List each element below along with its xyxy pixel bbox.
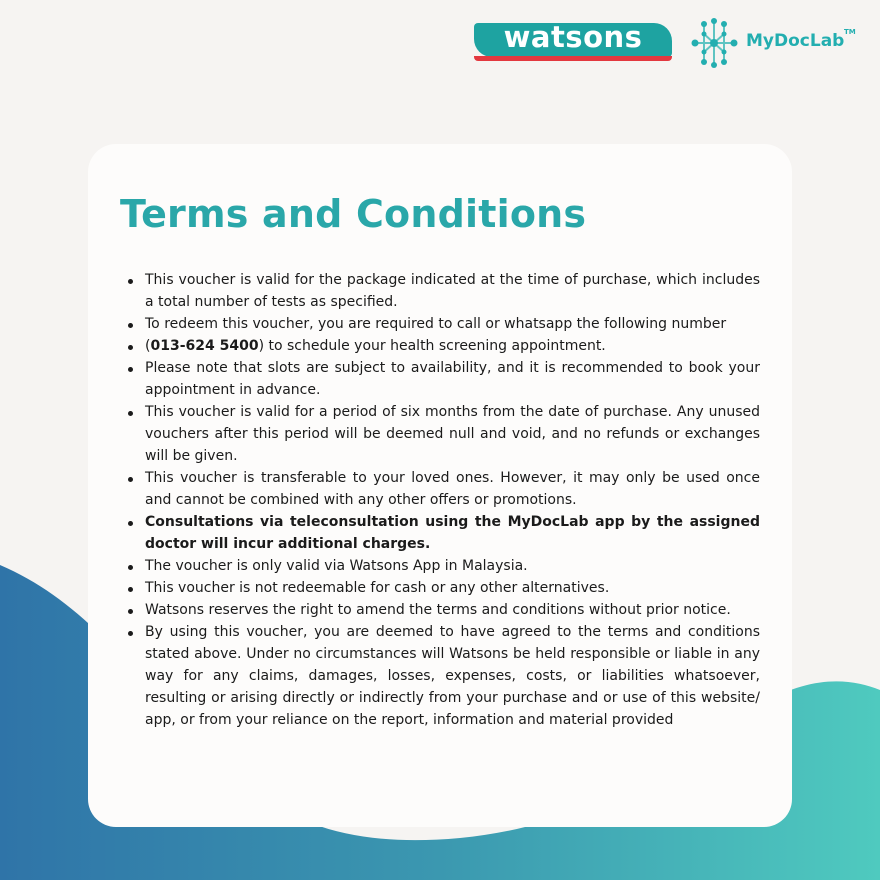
term-item: To redeem this voucher, you are required to call or whatsapp the following number	[145, 313, 760, 335]
term-item: This voucher is not redeemable for cash or any other alternatives.	[145, 577, 760, 599]
terms-list	[145, 269, 760, 731]
term-item: This voucher is valid for the package indicated at the time of purchase, which includes a total number of tests as specified.	[145, 269, 760, 313]
term-item: This voucher is transferable to your loved ones. However, it may only be used once and cannot be combined with any other offers or promotions.	[145, 467, 760, 511]
mydoclab-molecule-icon	[690, 18, 738, 68]
term-item	[145, 335, 760, 357]
term-item: This voucher is valid for a period of six months from the date of purchase. Any unused vouchers after this period will be deemed null and void, and no refunds or exchanges will be given.	[145, 401, 760, 467]
page-title: Terms and Conditions	[120, 192, 587, 236]
term-text: ) to schedule your health screening appointment.	[258, 338, 606, 354]
term-item: Watsons reserves the right to amend the terms and conditions without prior notice.	[145, 599, 760, 621]
term-item: The voucher is only valid via Watsons App in Malaysia.	[145, 555, 760, 577]
watsons-logo	[474, 20, 672, 62]
mydoclab-logo-text: MyDocLab	[746, 31, 845, 51]
trademark-symbol: TM	[844, 28, 856, 36]
phone-paren: (	[145, 338, 151, 354]
watsons-logo-text: watsons	[503, 20, 643, 54]
watsons-logo-underline	[474, 56, 672, 61]
phone-number: 013-624 5400	[150, 338, 259, 354]
terms-card	[88, 144, 792, 827]
term-item: By using this voucher, you are deemed to have agreed to the terms and conditions stated above. Under no circumstances will Watsons be held responsible or liable in any way for any claims, damages, losses, expenses, costs, or liabilities whatsoever, resulting or arising directly or indirectly from your purchase and or use of this website/ app, or from your reliance on the report, information and material provided	[145, 621, 760, 731]
mydoclab-logo	[690, 18, 860, 68]
term-item-bold: Consultations via teleconsultation using the MyDocLab app by the assigned doctor will incur additional charges.	[145, 511, 760, 555]
term-item: Please note that slots are subject to availability, and it is recommended to book your appointment in advance.	[145, 357, 760, 401]
